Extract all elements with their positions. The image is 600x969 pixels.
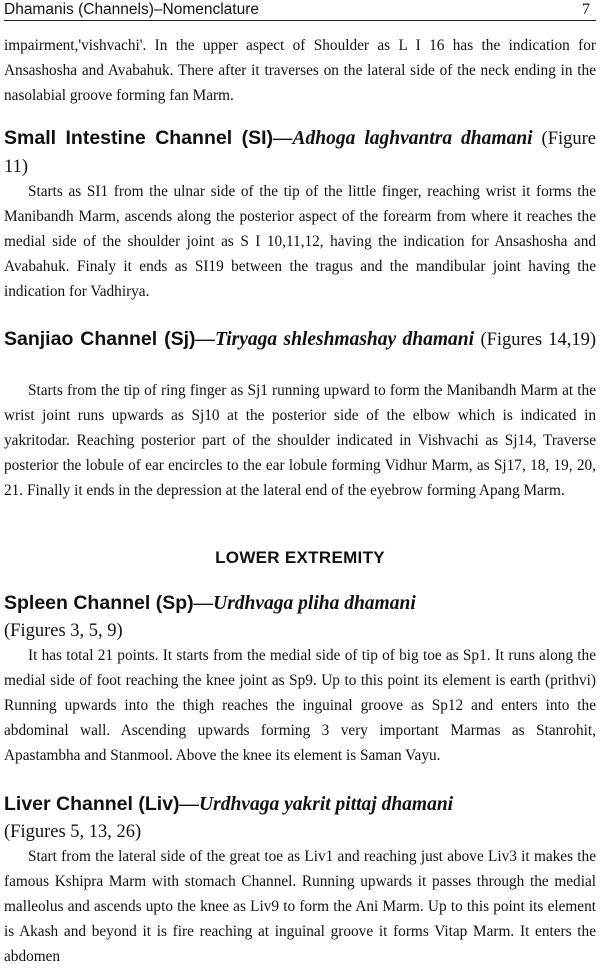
section-text-spleen: It has total 21 points. It starts from the medial side of tip of big toe as Sp1. It runs along the medial side of foot reaching the knee joint as Sp9. Up to this point its element is earth (prithvi) Running upwards into the thigh reaches the inguinal groove as Sp12 and enters into the abdominal wall. Ascending upwards forming 3 very important Marmas as Stanrohit, Apastambha and Stanmool. Above the knee its element is Saman Vayu. [4,647,596,764]
figure-reference: (Figures 14,19) [480,330,597,350]
channel-name: Sanjiao Channel (Sj) [4,328,196,350]
section-text-small-intestine: Starts as SI1 from the ulnar side of the tip of the little finger, reaching wrist it forms the Manibandh Marm, ascends along the posterior aspect of the forearm from where it reaches the medial side of the shoulder joint as S I 10,11,12, having the indication for Ansashosha and Avabahuk. Finaly it ends as SI19 between the tragus and the mandibular joint having the indication for Vadhirya. [4,183,596,300]
section-heading-sanjiao [4,326,596,354]
section-text-sanjiao: Starts from the tip of ring finger as Sj1 running upward to form the Manibandh Marm at the wrist joint runs upwards as Sj10 at the posterior side of the elbow which is indicated in yakritodar. Reaching posterior part of the shoulder indicated in Vishvachi as Sj14, Traverse posterior the lobule of ear encircles to the ear lobule forming Vidhur Marm, as Sj17, 18, 19, 20, 21. Finally it ends in the depression at the lateral end of the eyebrow forming Apang Marm. [4,382,596,499]
intro-paragraph: impairment,'vishvachi'. In the upper aspect of Shoulder as L I 16 has the indication for Ansashosha and Avabahuk. There after it traverses on the lateral side of the neck ending in the nasolabial groove forming fan Marm. [4,37,596,104]
header-rule [4,20,596,21]
section-heading-spleen [4,590,596,645]
heading-dash: — [195,329,216,350]
sanskrit-name: Urdhvaga pliha dhamani [213,593,416,614]
heading-dash: — [273,128,293,149]
channel-name: Small Intestine Channel (SI) [4,127,274,149]
section-heading-liver [4,791,596,846]
channel-name: Liver Channel (Liv) [4,793,180,815]
sanskrit-name: Tiryaga shleshmashay dhamani [215,329,475,350]
section-heading-small-intestine [4,125,596,181]
heading-dash: — [179,794,200,815]
sanskrit-name: Urdhvaga yakrit pittaj dhamani [199,794,454,815]
figure-reference: (Figure 11) [4,129,596,177]
running-head [4,0,590,22]
chapter-title: Dhamanis (Channels)–Nomenclature [4,1,260,18]
heading-dash: — [193,593,214,614]
lower-extremity-title: LOWER EXTREMITY [215,548,385,567]
page-number: 7 [582,1,590,18]
figure-reference: (Figures 3, 5, 9) [4,621,123,641]
channel-name: Spleen Channel (Sp) [4,592,194,614]
section-text-liver: Start from the lateral side of the great toe as Liv1 and reaching just above Liv3 it makes the famous Kshipra Marm with stomach Channel. Running upwards it passes through the medial malleolus and ascends upto the knee as Liv9 to form the Ani Marm. Up to this point its element is Akash and beyond it is fire reaching at inguinal groove it forms Vitap Marm. It enters the abdomen [4,848,596,965]
sanskrit-name: Adhoga laghvantra dhamani [292,128,533,149]
figure-reference: (Figures 5, 13, 26) [4,822,142,842]
